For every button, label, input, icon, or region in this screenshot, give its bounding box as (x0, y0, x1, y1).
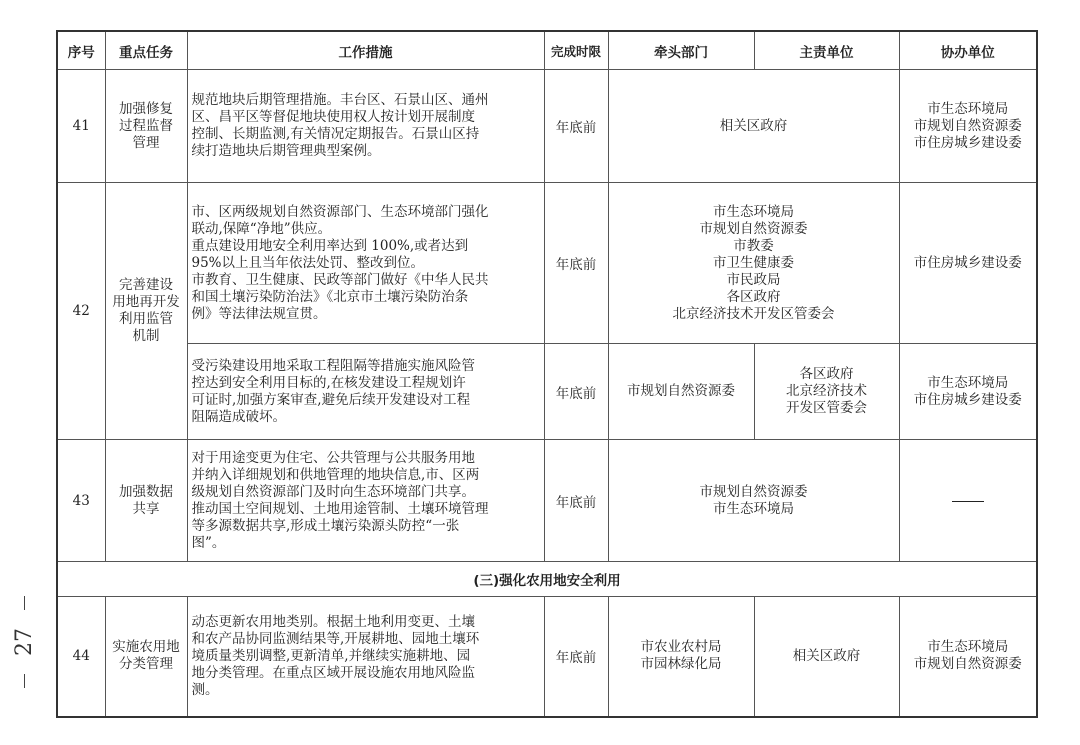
col-header-no: 序号 (57, 31, 105, 70)
lead-main-line: 市生态环境局 (713, 500, 794, 517)
assist-line: 市住房城乡建设委 (913, 391, 1022, 408)
row-assist (899, 597, 1037, 717)
assist-line: 市生态环境局 (927, 639, 1009, 656)
main-line: 开发区管委会 (786, 400, 867, 416)
measure-line: 受污染建设用地采取工程阻隔等措施实施风险管 (191, 357, 475, 374)
measure-line: 动态更新农用地类别。根据土地利用变更、土壤 (191, 613, 475, 630)
task-line: 利用监管 (119, 311, 173, 327)
measure-line: 续打造地块后期管理典型案例。 (191, 143, 381, 159)
row-deadline: 年底前 (544, 597, 608, 717)
row-deadline: 年底前 (544, 440, 608, 562)
measure-line: 重点建设用地安全利用率达到 100%,或者达到 (191, 237, 469, 254)
measure-line: 联动,保障“净地”供应。 (191, 220, 332, 237)
section-row (57, 562, 1037, 597)
measure-line: 市、区两级规划自然资源部门、生态环境部门强化 (191, 203, 489, 220)
lead-main-line: 市规划自然资源委 (699, 220, 808, 237)
assist-line: 市生态环境局 (927, 374, 1009, 391)
measure-line: 地分类管理。在重点区域开展设施农用地风险监 (191, 664, 475, 681)
lead-main-line: 市生态环境局 (713, 203, 794, 220)
col-header-assist: 协办单位 (899, 31, 1037, 70)
row-no: 41 (57, 70, 105, 183)
row-deadline: 年底前 (544, 183, 608, 344)
empty-dash-mark (952, 501, 984, 502)
table-row (57, 183, 1037, 344)
task-line: 完善建设 (119, 277, 173, 293)
task-line: 加强数据 (119, 483, 173, 500)
task-table (56, 30, 1038, 718)
assist-line: 市住房城乡建设委 (913, 254, 1022, 271)
row-main (754, 344, 899, 440)
row-no: 42 (57, 183, 105, 440)
lead-line: 市农业农村局 (640, 639, 722, 656)
lead-main-line: 北京经济技术开发区管委会 (672, 305, 835, 322)
page-number-dash-bottom (24, 674, 25, 688)
lead-main-line: 相关区政府 (719, 117, 788, 134)
col-header-lead: 牵头部门 (608, 31, 754, 70)
main-line: 相关区政府 (792, 647, 861, 664)
main-line: 北京经济技术 (786, 383, 867, 399)
measure-line: 级规划自然资源部门及时向生态环境部门共享。 (191, 483, 475, 500)
col-header-main: 主责单位 (754, 31, 899, 70)
measure-line: 测。 (191, 681, 219, 698)
measure-line: 规范地块后期管理措施。丰台区、石景山区、通州 (191, 92, 489, 108)
task-line: 加强修复 (119, 100, 173, 117)
row-task (105, 183, 187, 440)
task-line: 实施农用地 (112, 639, 180, 656)
table-row (57, 440, 1037, 562)
row-assist (899, 440, 1037, 562)
row-lead (608, 597, 754, 717)
row-deadline: 年底前 (544, 70, 608, 183)
col-header-deadline: 完成时限 (544, 31, 608, 70)
page-number-text: 27 (11, 628, 37, 656)
measure-line: 阻隔造成破坏。 (191, 408, 286, 425)
row-measure (187, 597, 544, 717)
lead-line: 市规划自然资源委 (627, 383, 735, 399)
row-lead-main (608, 440, 899, 562)
measure-line: 区、昌平区等督促地块使用权人按计划开展制度 (191, 109, 475, 125)
assist-line: 市住房城乡建设委 (913, 134, 1022, 151)
lead-line: 市园林绿化局 (640, 656, 722, 673)
row-assist (899, 70, 1037, 183)
table-row (57, 597, 1037, 717)
row-main (754, 597, 899, 717)
row-assist (899, 344, 1037, 440)
lead-main-line: 市教委 (733, 237, 774, 254)
row-measure (187, 183, 544, 344)
page-number (12, 596, 36, 688)
main-line: 各区政府 (799, 366, 854, 382)
measure-line: 对于用途变更为住宅、公共管理与公共服务用地 (191, 449, 475, 466)
measure-line: 和农产品协同监测结果等,开展耕地、园地土壤环 (191, 630, 480, 647)
row-lead-main (608, 70, 899, 183)
lead-main-line: 市规划自然资源委 (699, 483, 808, 500)
measure-line: 推动国土空间规划、土地用途管制、土壤环境管理 (191, 500, 489, 517)
page-number-dash-top (24, 596, 25, 610)
measure-line: 和国土壤污染防治法》《北京市土壤污染防治条 (191, 288, 469, 305)
measure-line: 95%以上且当年依法处罚、整改到位。 (191, 254, 425, 271)
row-task (105, 597, 187, 717)
section-title: (三)强化农用地安全利用 (57, 562, 1037, 597)
lead-main-line: 市民政局 (726, 271, 781, 288)
row-no: 43 (57, 440, 105, 562)
task-line: 过程监督 (119, 117, 173, 134)
measure-line: 例》等法律法规宣贯。 (191, 305, 327, 322)
assist-line: 市生态环境局 (927, 100, 1009, 117)
measure-line: 并纳入详细规划和供地管理的地块信息,市、区两 (191, 466, 480, 483)
row-task (105, 440, 187, 562)
header-row (57, 31, 1037, 70)
task-line: 共享 (132, 500, 160, 517)
lead-main-line: 市卫生健康委 (713, 254, 794, 271)
measure-line: 可证时,加强方案审查,避免后续开发建设对工程 (191, 391, 471, 408)
table-row (57, 344, 1037, 440)
assist-line: 市规划自然资源委 (913, 117, 1022, 134)
lead-main-line: 各区政府 (726, 288, 781, 305)
measure-line: 市教育、卫生健康、民政等部门做好《中华人民共 (191, 271, 489, 288)
measure-line: 等多源数据共享,形成土壤污染源头防控“一张 (191, 517, 460, 534)
measure-line: 图”。 (191, 534, 226, 551)
row-measure (187, 344, 544, 440)
measure-line: 控制、长期监测,有关情况定期报告。石景山区持 (191, 126, 480, 142)
row-task (105, 70, 187, 183)
row-assist (899, 183, 1037, 344)
task-line: 用地再开发 (112, 294, 180, 310)
measure-line: 境质量类别调整,更新清单,并继续实施耕地、园 (191, 647, 471, 664)
col-header-task: 重点任务 (105, 31, 187, 70)
row-lead-main (608, 183, 899, 344)
measure-line: 控达到安全利用目标的,在核发建设工程规划许 (191, 374, 466, 391)
row-lead (608, 344, 754, 440)
task-line: 管理 (132, 134, 160, 151)
table-row (57, 70, 1037, 183)
assist-line: 市规划自然资源委 (913, 656, 1022, 673)
row-no: 44 (57, 597, 105, 717)
task-line: 分类管理 (119, 656, 173, 673)
col-header-measure: 工作措施 (187, 31, 544, 70)
row-deadline: 年底前 (544, 344, 608, 440)
task-line: 机制 (132, 328, 160, 344)
row-measure (187, 70, 544, 183)
row-measure (187, 440, 544, 562)
